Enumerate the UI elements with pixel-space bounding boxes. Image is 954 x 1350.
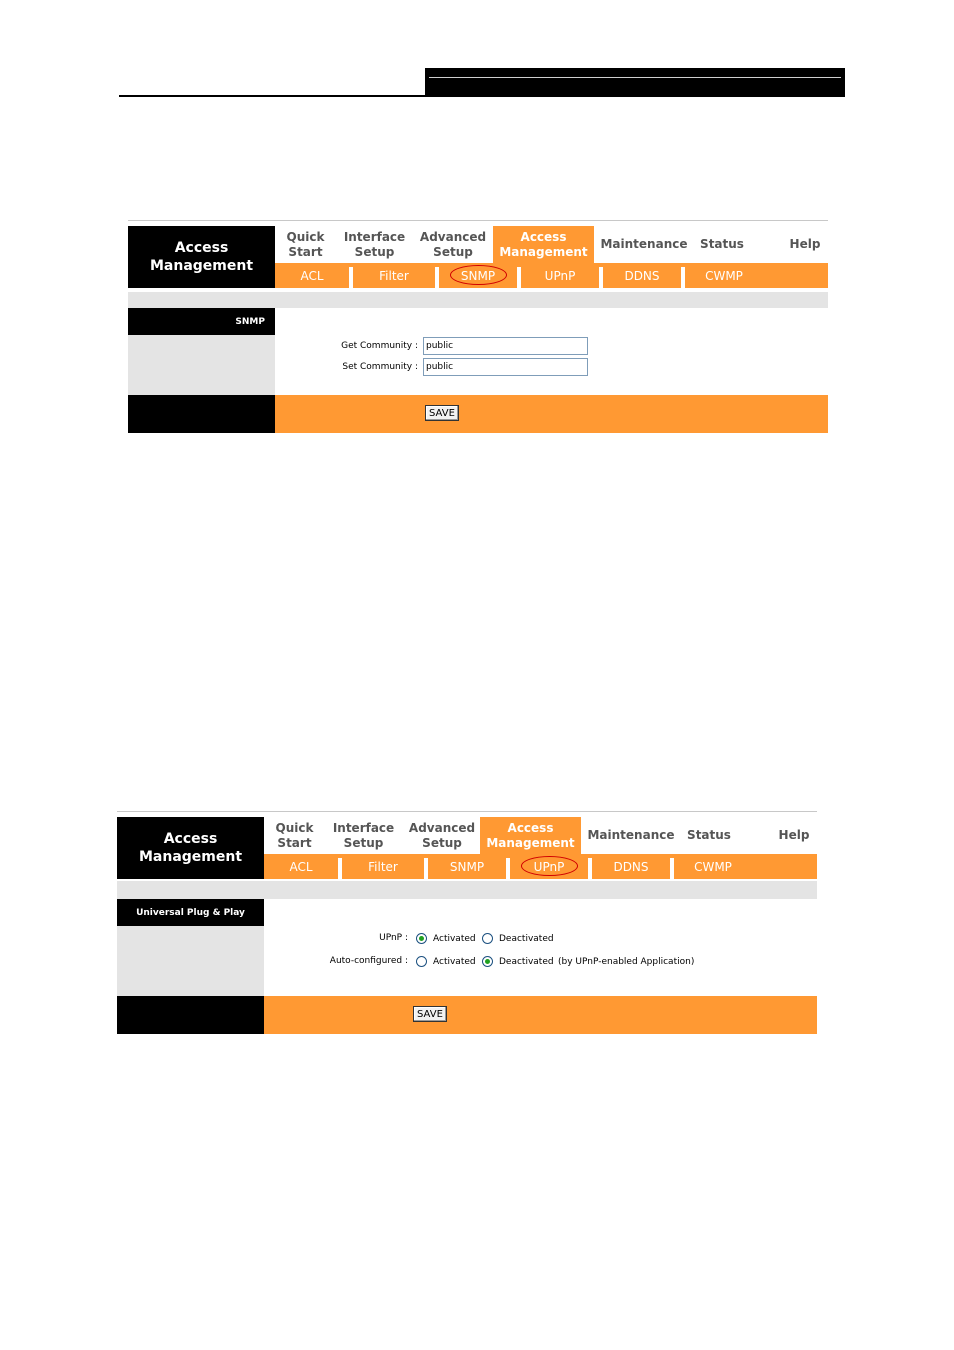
upnp-activated-radio[interactable]: [416, 933, 427, 944]
gray-strip: [117, 881, 817, 899]
menu-advanced-setup[interactable]: Advanced Setup: [419, 229, 487, 259]
auto-activated-radio[interactable]: [416, 956, 427, 967]
brand-logo: Access Management: [128, 226, 275, 288]
submenu-snmp[interactable]: SNMP: [449, 859, 485, 874]
submenu-acl[interactable]: ACL: [289, 859, 313, 874]
submenu-cwmp[interactable]: CWMP: [694, 859, 732, 874]
submenu-ddns[interactable]: DDNS: [624, 268, 660, 283]
get-community-input[interactable]: public: [423, 337, 588, 355]
footer-bar: [275, 395, 828, 433]
footer-left: [128, 395, 275, 433]
menu-quick-start[interactable]: Quick Start: [275, 820, 314, 850]
sub-menu: [264, 854, 817, 879]
upnp-activated-label: Activated: [433, 934, 476, 944]
menu-interface-setup[interactable]: Interface Setup: [332, 820, 395, 850]
snmp-router-panel: [128, 220, 828, 433]
auto-configured-label: Auto-configured :: [329, 956, 408, 966]
menu-access-management[interactable]: Access Management: [493, 226, 594, 263]
menu-status[interactable]: Status: [700, 237, 744, 251]
panel-top-rule: [117, 811, 817, 812]
sidebar-gray: [128, 335, 275, 395]
section-title: Universal Plug & Play: [117, 899, 264, 926]
submenu-filter[interactable]: Filter: [368, 859, 398, 874]
submenu-ddns[interactable]: DDNS: [613, 859, 649, 874]
set-community-input[interactable]: public: [423, 358, 588, 376]
document-header-bar: [425, 68, 845, 97]
submenu-upnp[interactable]: UPnP: [544, 268, 576, 283]
submenu-cwmp[interactable]: CWMP: [705, 268, 743, 283]
save-button[interactable]: SAVE: [413, 1006, 447, 1022]
menu-maintenance[interactable]: Maintenance: [600, 237, 688, 251]
auto-activated-label: Activated: [433, 957, 476, 967]
menu-maintenance[interactable]: Maintenance: [587, 828, 675, 842]
auto-configured-note: (by UPnP-enabled Application): [558, 957, 695, 967]
auto-deactivated-radio[interactable]: [482, 956, 493, 967]
sub-menu: [275, 263, 828, 288]
upnp-deactivated-radio[interactable]: [482, 933, 493, 944]
set-community-label: Set Community :: [342, 362, 418, 372]
submenu-snmp[interactable]: SNMP: [460, 268, 496, 283]
sidebar-gray: [117, 926, 264, 996]
upnp-router-panel: [117, 811, 817, 1033]
menu-quick-start[interactable]: Quick Start: [286, 229, 325, 259]
submenu-upnp[interactable]: UPnP: [533, 859, 565, 874]
get-community-label: Get Community :: [341, 341, 418, 351]
submenu-filter[interactable]: Filter: [379, 268, 409, 283]
menu-help[interactable]: Help: [789, 237, 821, 251]
section-title: SNMP: [128, 308, 275, 335]
upnp-deactivated-label: Deactivated: [499, 934, 554, 944]
main-menu: [275, 226, 828, 263]
menu-help[interactable]: Help: [778, 828, 810, 842]
footer-bar: [264, 996, 817, 1034]
brand-logo: Access Management: [117, 817, 264, 879]
footer-left: [117, 996, 264, 1034]
auto-deactivated-label: Deactivated: [499, 957, 554, 967]
gray-strip: [128, 292, 828, 308]
save-button[interactable]: SAVE: [425, 405, 459, 421]
menu-interface-setup[interactable]: Interface Setup: [343, 229, 406, 259]
menu-access-management[interactable]: Access Management: [480, 817, 581, 854]
upnp-label: UPnP :: [379, 933, 408, 943]
panel-top-rule: [128, 220, 828, 221]
menu-advanced-setup[interactable]: Advanced Setup: [408, 820, 476, 850]
menu-status[interactable]: Status: [687, 828, 731, 842]
main-menu: [264, 817, 817, 854]
submenu-acl[interactable]: ACL: [300, 268, 324, 283]
